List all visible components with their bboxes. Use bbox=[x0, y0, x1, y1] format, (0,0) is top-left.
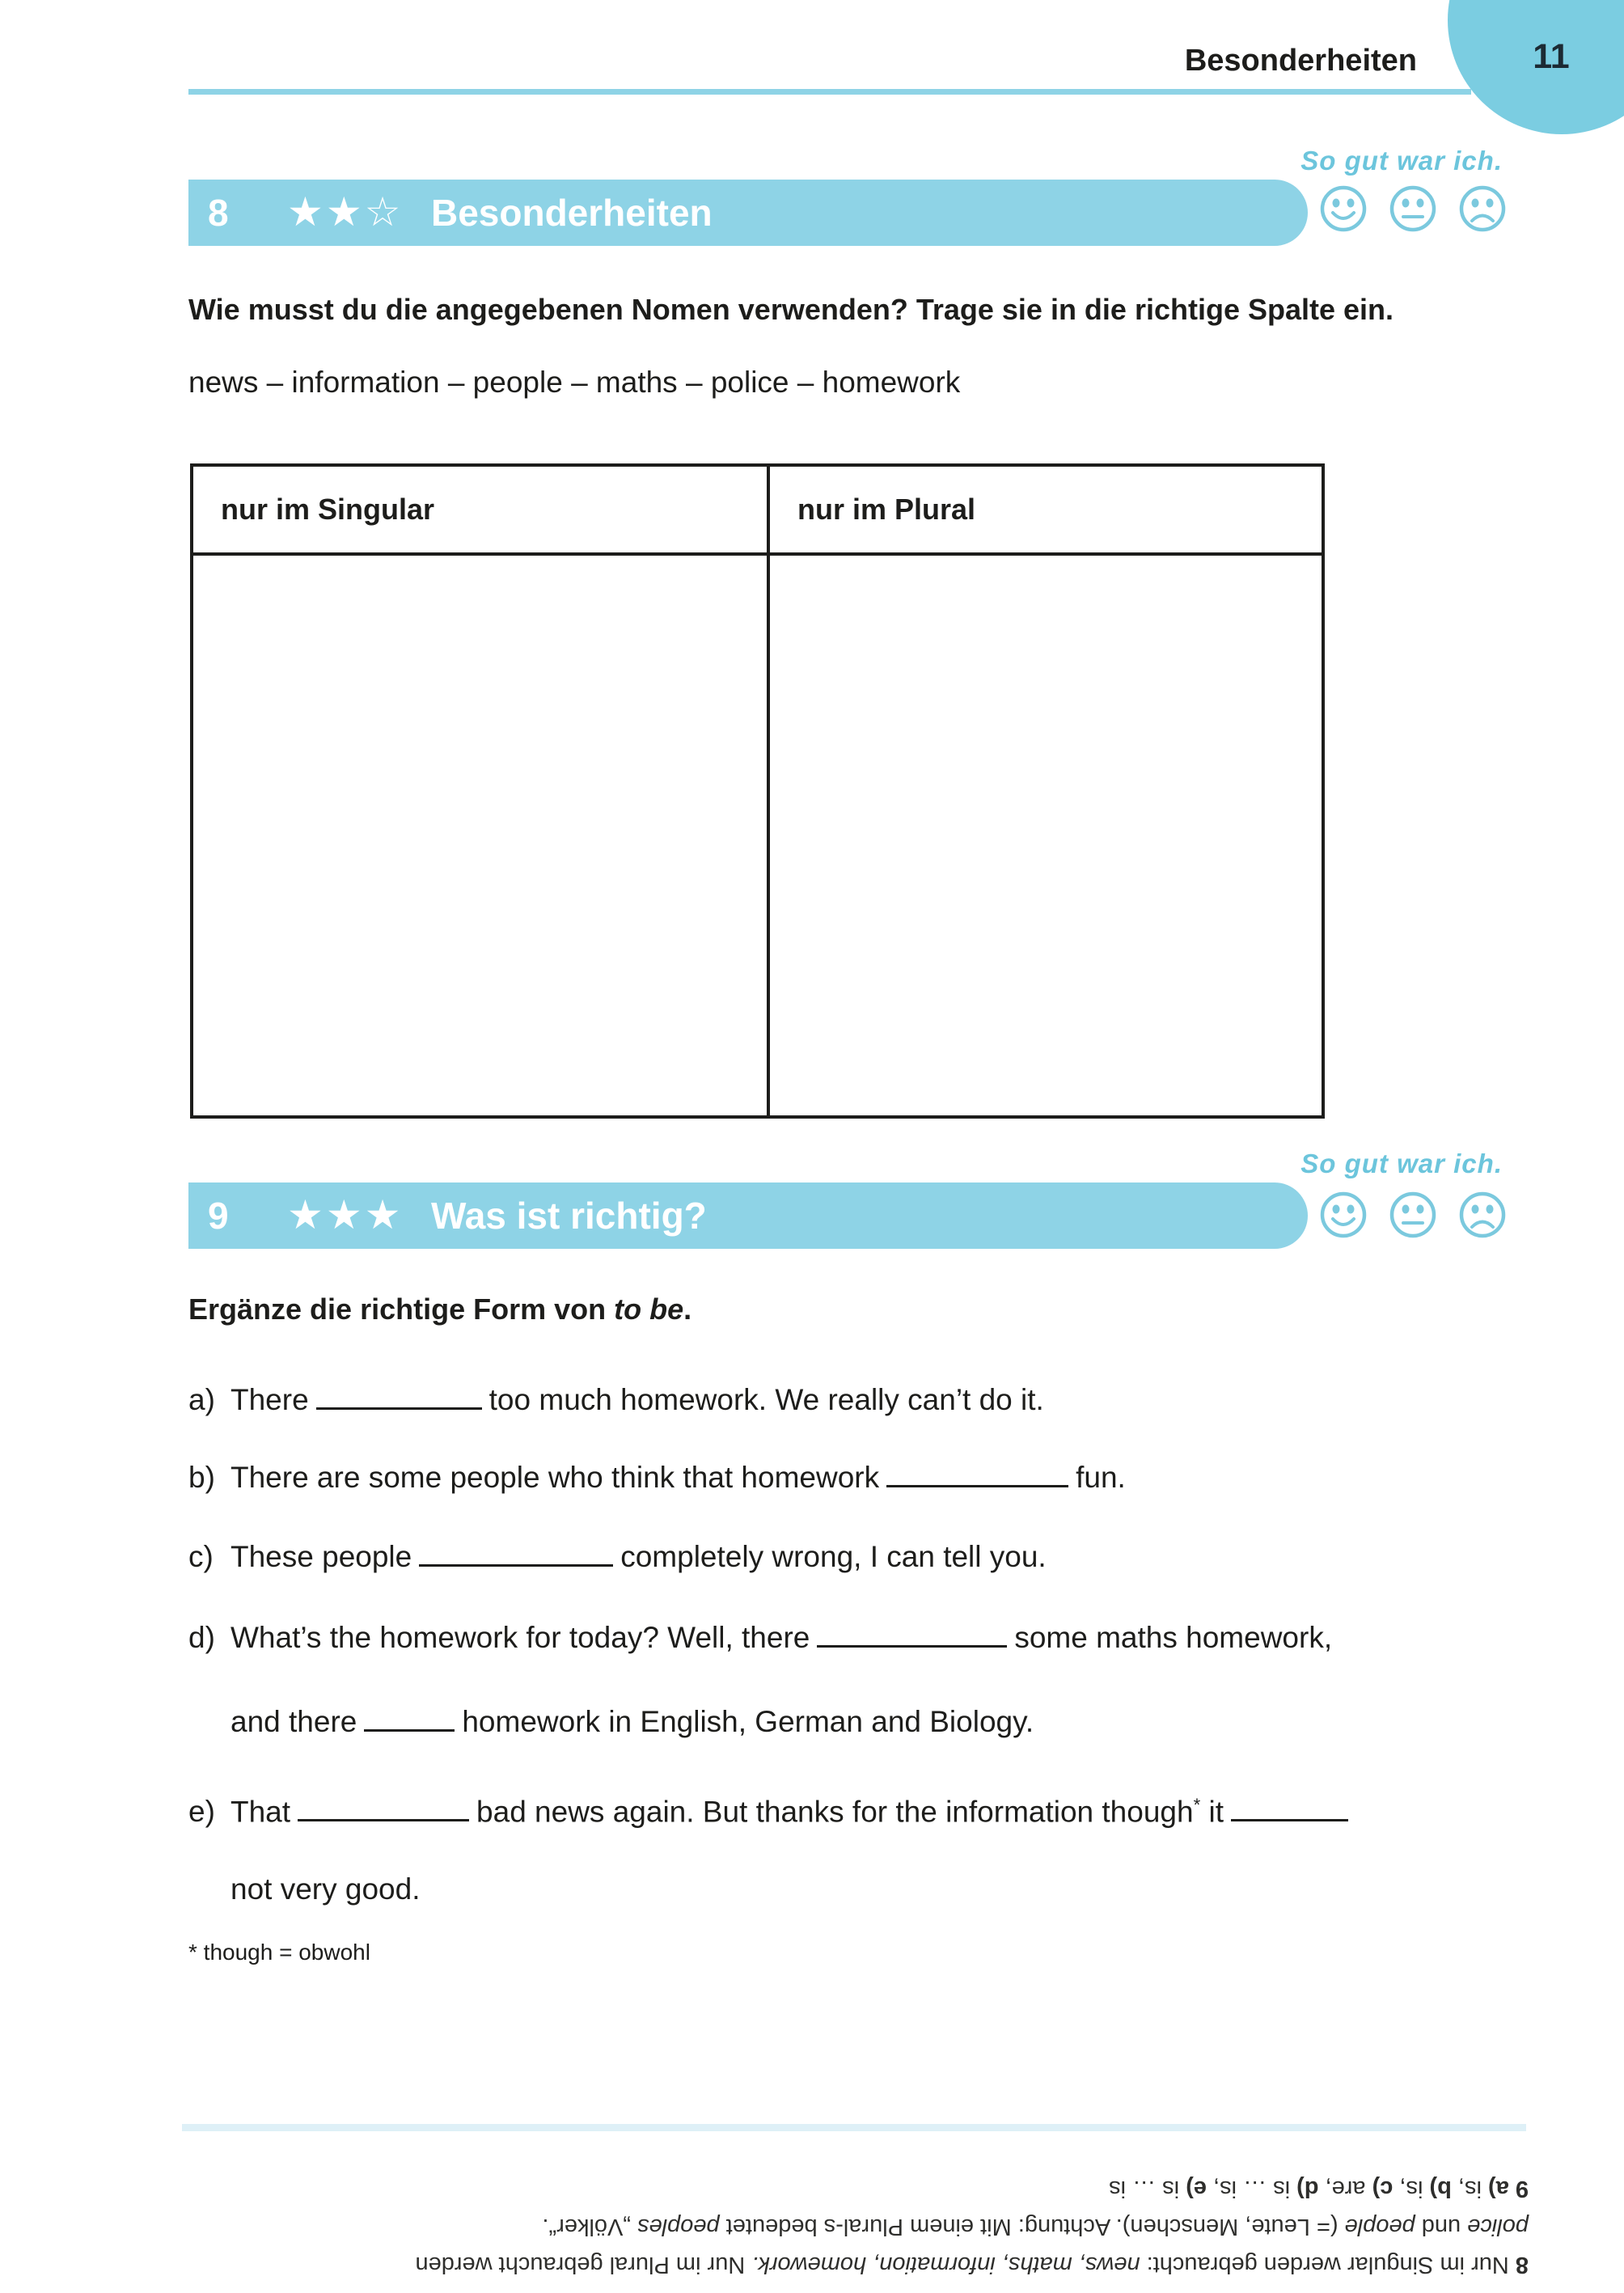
item-text: That bbox=[230, 1795, 291, 1829]
item-label: d) bbox=[188, 1621, 215, 1654]
answer-text: is … is, bbox=[1206, 2176, 1297, 2202]
item-text: it bbox=[1200, 1795, 1224, 1829]
item-text: and there bbox=[230, 1705, 357, 1738]
singular-input-area[interactable] bbox=[193, 556, 767, 1112]
answer-italic: police bbox=[1467, 2214, 1529, 2240]
smiley-sad-icon[interactable] bbox=[1459, 185, 1506, 236]
rating-label-8: So gut war ich. bbox=[1300, 146, 1503, 176]
item-text: These people bbox=[230, 1540, 412, 1573]
answer-number: d) bbox=[1296, 2176, 1319, 2202]
section8-difficulty-stars-icon: ★★☆ bbox=[287, 188, 404, 235]
sorting-table bbox=[190, 463, 1325, 1119]
page-number: 11 bbox=[1533, 37, 1570, 76]
page-header-title: Besonderheiten bbox=[1184, 44, 1417, 78]
answer-italic: peoples bbox=[637, 2214, 720, 2240]
answer-number: e) bbox=[1186, 2176, 1207, 2202]
smiley-neutral-icon[interactable] bbox=[1389, 185, 1436, 236]
item-text: some maths homework, bbox=[1014, 1621, 1333, 1654]
item-text: not very good. bbox=[230, 1872, 421, 1906]
exercise9-item-e-continued bbox=[230, 1870, 420, 1909]
section9-bar bbox=[188, 1182, 1308, 1249]
footnote: * though = obwohl bbox=[188, 1940, 370, 1965]
table-header-singular: nur im Singular bbox=[193, 467, 767, 556]
section8-title: Besonderheiten bbox=[431, 192, 713, 234]
fill-in-blank-b[interactable] bbox=[886, 1457, 1068, 1487]
instruction-italic-term: to be bbox=[614, 1292, 684, 1326]
item-label: c) bbox=[188, 1540, 214, 1573]
fill-in-blank-e2[interactable] bbox=[1231, 1792, 1348, 1821]
section8-bar bbox=[188, 180, 1308, 246]
plural-input-area[interactable] bbox=[770, 556, 1322, 1112]
item-label: e) bbox=[188, 1795, 215, 1829]
smiley-sad-icon[interactable] bbox=[1459, 1191, 1506, 1242]
rating-label-9: So gut war ich. bbox=[1300, 1149, 1503, 1178]
table-column-plural bbox=[770, 467, 1322, 1115]
instruction-text: Ergänze die richtige Form von bbox=[188, 1292, 615, 1326]
exercise9-item-a bbox=[188, 1380, 1044, 1419]
item-text: fun. bbox=[1076, 1461, 1126, 1494]
answer-text: Nur im Singular werden gebraucht: bbox=[1140, 2252, 1516, 2278]
section9-number: 9 bbox=[208, 1195, 229, 1237]
fill-in-blank-d1[interactable] bbox=[817, 1618, 1007, 1648]
answer-text: „Völker“. bbox=[542, 2214, 638, 2240]
answer-text: is … is bbox=[1109, 2176, 1186, 2202]
section9-title: Was ist richtig? bbox=[431, 1195, 707, 1237]
item-text: too much homework. We really can’t do it. bbox=[488, 1383, 1044, 1416]
exercise9-item-c bbox=[188, 1537, 1047, 1576]
exercise8-instruction: Wie musst du die angegebenen Nomen verwenden? Trage sie in die richtige Spalte ein. bbox=[188, 293, 1394, 326]
answer-italic: news, maths, information, homework. bbox=[751, 2252, 1140, 2278]
instruction-period: . bbox=[683, 1292, 692, 1326]
fill-in-blank-a[interactable] bbox=[316, 1380, 482, 1410]
fill-in-blank-d2[interactable] bbox=[364, 1702, 455, 1732]
answer-text: is, bbox=[1451, 2176, 1489, 2202]
answer-number: 8 bbox=[1515, 2252, 1529, 2278]
header-rule bbox=[188, 89, 1471, 95]
exercise8-word-list: news – information – people – maths – police – homework bbox=[188, 366, 961, 399]
answer-text: (= Leute, Menschen). Achtung: Mit einem Plural-s bedeutet bbox=[719, 2214, 1345, 2240]
answer-text: is, bbox=[1393, 2176, 1430, 2202]
answer-line-8b bbox=[241, 2207, 1529, 2245]
section9-difficulty-stars-icon: ★★★ bbox=[287, 1191, 404, 1238]
answer-text: und bbox=[1415, 2214, 1468, 2240]
answer-text: are, bbox=[1318, 2176, 1372, 2202]
exercise9-item-b bbox=[188, 1457, 1126, 1497]
item-text: There are some people who think that homework bbox=[230, 1461, 880, 1494]
answer-number: 9 a) bbox=[1488, 2176, 1529, 2202]
answer-text: Nur im Plural gebraucht werden bbox=[415, 2252, 752, 2278]
exercise9-item-d bbox=[188, 1618, 1332, 1657]
item-text: completely wrong, I can tell you. bbox=[620, 1540, 1047, 1573]
exercise9-item-d-continued bbox=[230, 1702, 1034, 1741]
answer-number: c) bbox=[1372, 2176, 1394, 2202]
item-label: b) bbox=[188, 1461, 215, 1494]
smiley-happy-icon[interactable] bbox=[1320, 1191, 1367, 1242]
fill-in-blank-e1[interactable] bbox=[298, 1792, 469, 1821]
item-text: There bbox=[230, 1383, 309, 1416]
exercise9-item-e bbox=[188, 1786, 1355, 1831]
item-label: a) bbox=[188, 1383, 215, 1416]
answer-line-9 bbox=[241, 2169, 1529, 2207]
answer-line-8a bbox=[241, 2245, 1529, 2283]
table-column-singular bbox=[193, 467, 770, 1115]
item-text: homework in English, German and Biology. bbox=[462, 1705, 1034, 1738]
smiley-happy-icon[interactable] bbox=[1320, 185, 1367, 236]
answer-key-rotated bbox=[241, 2169, 1529, 2283]
answer-number: b) bbox=[1429, 2176, 1452, 2202]
fill-in-blank-c[interactable] bbox=[419, 1537, 613, 1567]
smiley-neutral-icon[interactable] bbox=[1389, 1191, 1436, 1242]
item-text: What’s the homework for today? Well, there bbox=[230, 1621, 810, 1654]
footer-rule bbox=[182, 2124, 1526, 2131]
section8-number: 8 bbox=[208, 192, 229, 234]
item-text: bad news again. But thanks for the information though bbox=[476, 1795, 1194, 1829]
table-header-plural: nur im Plural bbox=[770, 467, 1322, 556]
exercise9-instruction bbox=[188, 1292, 691, 1326]
answer-italic: people bbox=[1344, 2214, 1415, 2240]
footnote-marker: * bbox=[1193, 1795, 1201, 1815]
